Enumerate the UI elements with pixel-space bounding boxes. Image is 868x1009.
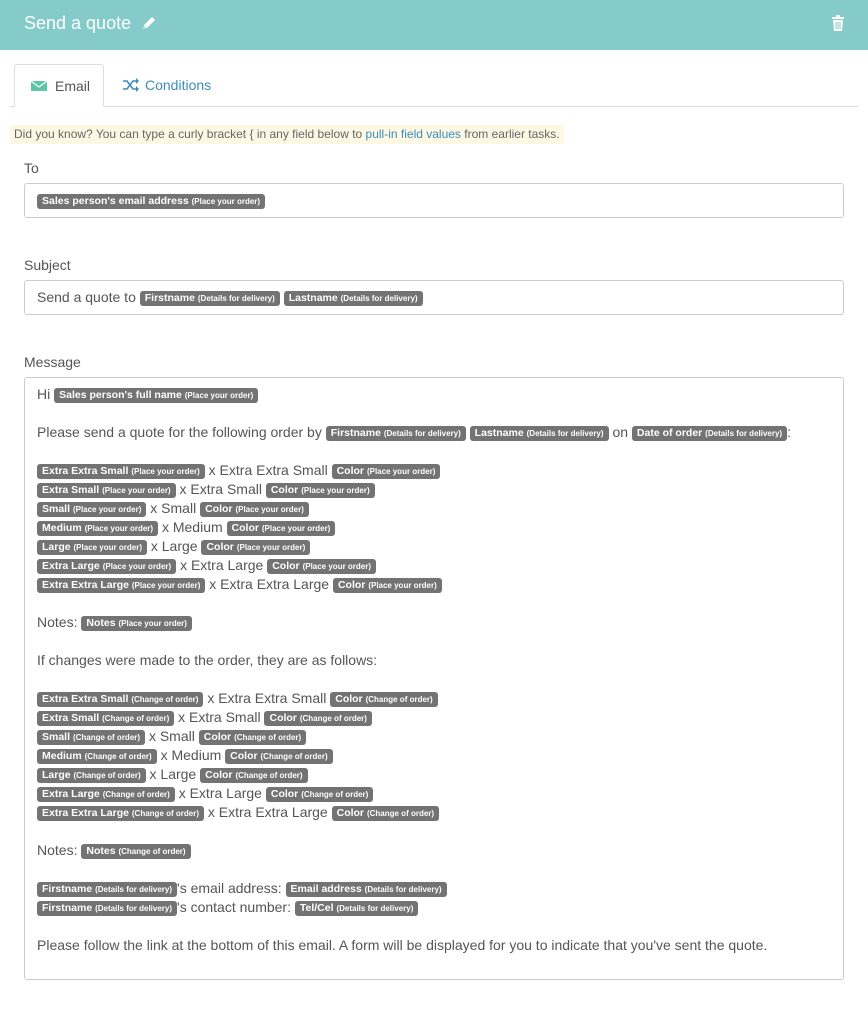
pill-name: Color (270, 788, 299, 800)
field-pill[interactable] (330, 692, 437, 707)
notes-label: Notes: (37, 842, 78, 858)
field-pill[interactable] (199, 730, 306, 745)
field-pill[interactable] (266, 483, 375, 498)
field-pill[interactable] (227, 521, 336, 536)
pill-source: (Place your order) (73, 543, 142, 552)
pill-source: (Details for delivery) (197, 294, 275, 303)
pill-source: (Place your order) (118, 619, 187, 628)
change-row (37, 765, 831, 784)
pill-name: Tel/Cel (299, 902, 334, 914)
pill-source: (Details for delivery) (95, 885, 173, 894)
field-pill[interactable] (200, 502, 309, 517)
pill-source: (Change of order) (72, 733, 141, 742)
tip-suffix: from earlier tasks. (460, 127, 560, 141)
field-pill[interactable] (81, 844, 190, 859)
changes-line: If changes were made to the order, they are as follows: (37, 652, 378, 668)
pill-source: (Place your order) (184, 391, 254, 400)
pill-source: (Change of order) (365, 695, 433, 704)
field-pill[interactable] (37, 559, 176, 574)
order-row (37, 575, 831, 594)
field-pill[interactable] (37, 502, 146, 517)
field-pill[interactable] (37, 711, 174, 726)
pill-name: Extra Large (42, 788, 100, 800)
notes-line (37, 613, 831, 632)
subject-label: Subject (24, 257, 71, 273)
page-header (0, 0, 868, 50)
pill-source: (Place your order) (102, 486, 171, 495)
greeting-text: Hi (37, 386, 51, 402)
size-text: x Extra Extra Small (207, 690, 327, 706)
shuffle-icon (122, 78, 140, 92)
size-text: x Extra Large (178, 785, 262, 801)
pill-name: Email address (290, 883, 362, 895)
subject-text: Send a quote to (37, 289, 136, 305)
field-pill[interactable] (37, 806, 204, 821)
field-pill[interactable] (37, 768, 146, 783)
field-pill[interactable] (37, 194, 265, 209)
tab-conditions[interactable] (118, 64, 228, 106)
pill-name: Medium (42, 522, 82, 534)
tab-email[interactable] (14, 64, 104, 107)
to-field[interactable] (24, 183, 844, 218)
field-pill[interactable] (37, 464, 205, 479)
pencil-icon[interactable] (141, 15, 157, 31)
pill-source: (Change of order) (84, 752, 152, 761)
pill-name: Color (231, 522, 259, 534)
pill-source: (Details for delivery) (364, 885, 442, 894)
pill-name: Notes (86, 617, 116, 629)
field-pill[interactable] (37, 787, 175, 802)
size-text: x Small (148, 728, 195, 744)
field-pill[interactable] (37, 692, 203, 707)
colon-text: : (787, 424, 791, 440)
pill-source: (Change of order) (299, 714, 367, 723)
pill-source: (Place your order) (131, 581, 201, 590)
pill-name: Color (269, 712, 297, 724)
field-pill[interactable] (200, 768, 307, 783)
to-label: To (24, 160, 39, 176)
page-title: Send a quote (24, 13, 132, 33)
pill-source: (Place your order) (302, 562, 372, 571)
pill-source: (Details for delivery) (336, 904, 414, 913)
field-pill[interactable] (37, 521, 158, 536)
tab-conditions-label: Conditions (145, 77, 212, 93)
field-pill[interactable] (37, 901, 177, 916)
pill-name: Color (205, 503, 233, 515)
order-row (37, 499, 831, 518)
pill-name: Firstname (330, 427, 381, 439)
pill-name: Color (336, 465, 365, 477)
field-pill[interactable] (332, 806, 439, 821)
pill-name: Large (42, 541, 71, 553)
pill-source: (Details for delivery) (340, 294, 418, 303)
pill-source: (Change of order) (234, 733, 302, 742)
size-text: x Extra Small (179, 481, 262, 497)
pill-name: Sales person's full name (59, 389, 182, 401)
pill-name: Color (336, 807, 365, 819)
pill-source: (Place your order) (84, 524, 154, 533)
pill-name: Firstname (42, 883, 93, 895)
greeting-line (37, 385, 831, 404)
field-pill[interactable] (140, 291, 280, 306)
pill-name: Color (206, 541, 234, 553)
size-text: x Large (150, 538, 198, 554)
contact-text: 's email address: (177, 880, 282, 896)
pill-name: Color (335, 693, 363, 705)
pill-source: (Place your order) (261, 524, 331, 533)
pill-name: Extra Extra Large (42, 579, 129, 591)
change-row (37, 708, 831, 727)
size-text: x Small (150, 500, 197, 516)
size-text: x Large (149, 766, 197, 782)
field-pill[interactable] (295, 901, 419, 916)
pill-source: (Change of order) (102, 790, 170, 799)
pill-name: Color (270, 484, 299, 496)
pill-source: (Change of order) (366, 809, 435, 818)
pill-name: Medium (42, 750, 82, 762)
pill-name: Color (203, 731, 232, 743)
pill-name: Extra Extra Small (42, 465, 129, 477)
pill-name: Color (230, 750, 258, 762)
pill-source: (Details for delivery) (526, 429, 604, 438)
pill-source: (Place your order) (72, 505, 142, 514)
order-row (37, 537, 831, 556)
pill-name: Notes (86, 845, 116, 857)
message-label: Message (24, 354, 81, 370)
pill-name: Extra Extra Large (42, 807, 129, 819)
contact-email-line (37, 879, 831, 898)
pill-source: (Place your order) (235, 505, 304, 514)
order-row (37, 556, 831, 575)
order-row (37, 461, 831, 480)
pill-source: (Place your order) (368, 581, 437, 590)
request-text: Please send a quote for the following order by (37, 424, 322, 440)
pill-source: (Change of order) (102, 714, 170, 723)
field-pill[interactable] (286, 882, 447, 897)
field-pill[interactable] (37, 882, 177, 897)
size-text: x Extra Small (178, 709, 261, 725)
field-pill[interactable] (267, 559, 376, 574)
field-pill[interactable] (326, 426, 466, 441)
pill-name: Small (42, 731, 71, 743)
pill-source: (Place your order) (236, 543, 306, 552)
field-pill[interactable] (201, 540, 310, 555)
pill-source: (Place your order) (102, 562, 172, 571)
message-field[interactable] (24, 377, 844, 980)
notes-line (37, 841, 831, 860)
pill-source: (Change of order) (235, 771, 303, 780)
pill-name: Color (205, 769, 233, 781)
pill-source: (Place your order) (131, 467, 200, 476)
size-text: x Extra Extra Large (209, 576, 330, 592)
tip-prefix: Did you know? You can type a curly bracket { in any field below to (14, 127, 366, 141)
field-pill[interactable] (470, 426, 609, 441)
tab-email-label: Email (55, 78, 91, 94)
pill-name: Lastname (474, 427, 524, 439)
pill-source: (Details for delivery) (383, 429, 461, 438)
field-pill[interactable] (37, 749, 157, 764)
pill-name: Extra Small (42, 712, 100, 724)
closing-line: Please follow the link at the bottom of this email. A form will be displayed for you to indicate that you've sent the quote. (37, 937, 768, 953)
field-pill[interactable] (266, 787, 373, 802)
pill-source: (Place your order) (191, 197, 261, 206)
contact-text: 's contact number: (177, 899, 291, 915)
pill-source: (Change of order) (260, 752, 328, 761)
field-pill[interactable] (37, 483, 176, 498)
pill-name: Extra Small (42, 484, 100, 496)
pill-source: (Details for delivery) (705, 429, 783, 438)
tab-bar (10, 64, 858, 107)
size-text: x Extra Extra Small (208, 462, 328, 478)
pill-name: Sales person's email address (42, 195, 189, 207)
size-text: x Extra Large (180, 557, 264, 573)
pill-source: (Place your order) (301, 486, 370, 495)
size-text: x Medium (161, 519, 223, 535)
pill-name: Date of order (636, 427, 703, 439)
pill-name: Extra Extra Small (42, 693, 129, 705)
pill-name: Lastname (288, 292, 338, 304)
size-text: x Medium (160, 747, 222, 763)
field-pill[interactable] (37, 540, 147, 555)
pill-name: Firstname (144, 292, 195, 304)
field-pill[interactable] (632, 426, 787, 441)
field-pill[interactable] (37, 730, 145, 745)
pill-source: (Change of order) (131, 695, 199, 704)
pull-in-field-values-link[interactable]: pull-in field values (365, 127, 461, 141)
order-row (37, 518, 831, 537)
size-text: x Extra Extra Large (207, 804, 328, 820)
field-pill[interactable] (81, 616, 192, 631)
subject-field[interactable] (24, 280, 844, 315)
tip-banner (10, 125, 564, 144)
field-pill[interactable] (225, 749, 332, 764)
notes-label: Notes: (37, 614, 78, 630)
change-row (37, 746, 831, 765)
pill-name: Extra Large (42, 560, 100, 572)
field-pill[interactable] (284, 291, 423, 306)
field-pill[interactable] (37, 578, 205, 593)
pill-source: (Change of order) (73, 771, 141, 780)
request-line (37, 423, 831, 442)
pill-source: (Change of order) (131, 809, 199, 818)
change-row (37, 689, 831, 708)
on-text: on (612, 424, 629, 440)
pill-name: Color (337, 579, 366, 591)
change-row (37, 803, 831, 822)
pill-source: (Place your order) (366, 467, 436, 476)
pill-source: (Change of order) (301, 790, 369, 799)
pill-name: Color (272, 560, 300, 572)
pill-source: (Change of order) (118, 847, 186, 856)
trash-icon[interactable] (831, 15, 845, 31)
pill-source: (Details for delivery) (95, 904, 173, 913)
field-pill[interactable] (333, 578, 442, 593)
change-row (37, 727, 831, 746)
field-pill[interactable] (54, 388, 258, 403)
pill-name: Firstname (42, 902, 93, 914)
order-row (37, 480, 831, 499)
field-pill[interactable] (332, 464, 441, 479)
contact-phone-line (37, 898, 831, 917)
pill-name: Small (42, 503, 71, 515)
envelope-icon (30, 79, 48, 93)
pill-name: Large (42, 769, 71, 781)
field-pill[interactable] (264, 711, 371, 726)
change-row (37, 784, 831, 803)
